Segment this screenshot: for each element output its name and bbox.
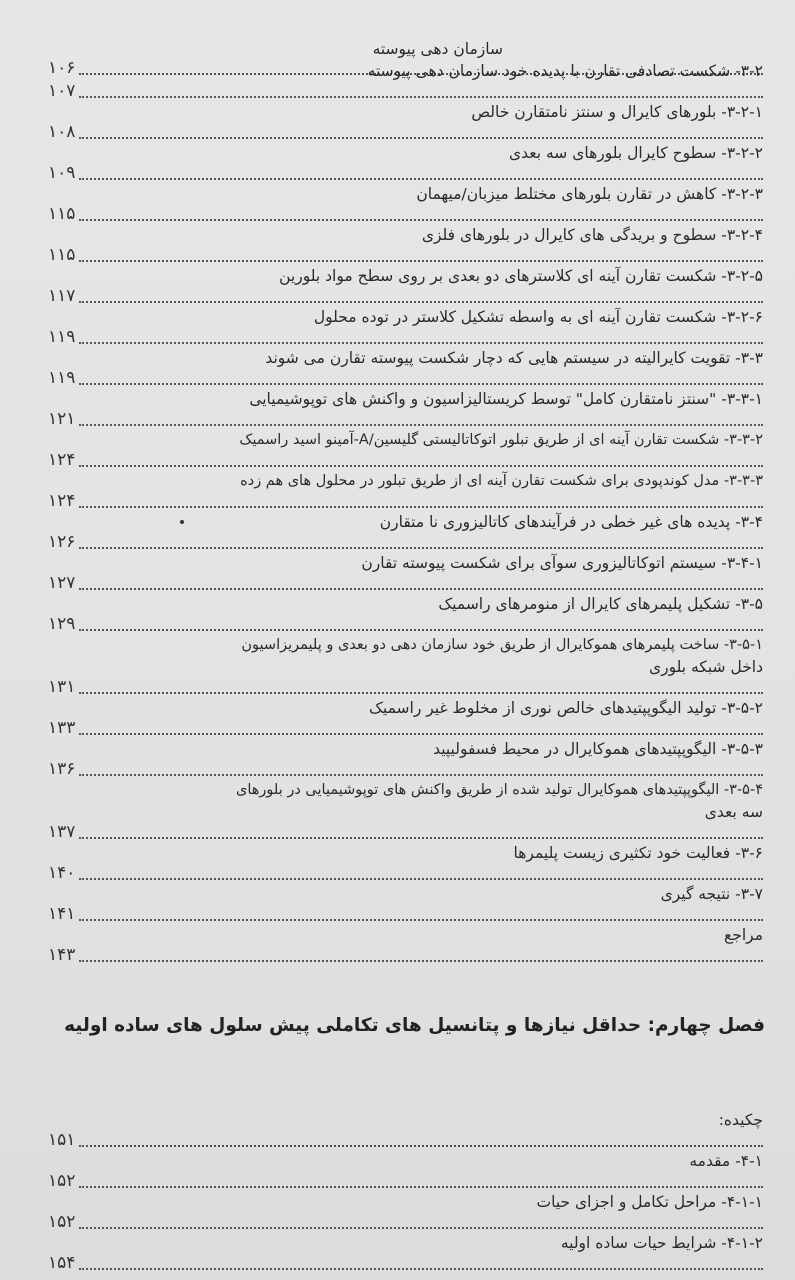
toc-entry (48, 635, 765, 698)
page-number-line (48, 245, 765, 266)
toc-chapter-4 (48, 1110, 765, 1274)
toc-entry (48, 780, 765, 843)
page-number-line (48, 204, 765, 225)
dot-leader (79, 1131, 763, 1147)
page-number-line (48, 286, 765, 307)
page-number: ۱۲۶ (48, 532, 76, 552)
page-number: ۱۰۸ (48, 122, 76, 142)
page-number: ۱۴۰ (48, 863, 76, 883)
toc-entry (48, 1192, 765, 1233)
toc-entry-title: ۳-۵-۴- الیگوپپتیدهای هموکایرال تولید شده از طریق واکنش های توپوشیمیایی در بلورهای (236, 782, 763, 798)
page-number-line (48, 677, 765, 698)
toc-chapter-3 (48, 40, 765, 966)
dot-leader (79, 1172, 763, 1188)
toc-entry (48, 1151, 765, 1192)
toc-entry-title: ۳-۵-۳- الیگوپپتیدهای هموکایرال در محیط فسفولیپید (433, 740, 763, 758)
page-number: ۱۴۱ (48, 904, 76, 924)
toc-entry-title: ۳-۳-۲- شکست تقارن آینه ای از طریق تبلور اتوکاتالیستی گلیسین/A-آمینو اسید راسمیک (239, 432, 763, 448)
toc-entry-title: مراجع (724, 926, 763, 944)
page-number-line (48, 450, 765, 471)
toc-entry (48, 430, 765, 471)
toc-entry-title: ۳-۶- فعالیت خود تکثیری زیست پلیمرها (513, 844, 763, 862)
page-number-line (48, 945, 765, 966)
toc-entry-title: ۳-۲-۳- کاهش در تقارن بلورهای مختلط میزبان/میهمان (416, 185, 763, 203)
toc-entry (48, 307, 765, 348)
dot-leader (79, 905, 763, 921)
toc-entry-title: سازمان دهی پیوسته (372, 40, 503, 58)
page-number-line (48, 368, 765, 389)
toc-entry (48, 594, 765, 635)
dot-leader (79, 123, 763, 139)
page-number-line (48, 863, 765, 884)
page-number: ۱۰۷ (48, 81, 76, 101)
page-number-line (48, 327, 765, 348)
toc-entry (48, 184, 765, 225)
dot-leader (79, 574, 763, 590)
page-number: ۱۱۵ (48, 204, 76, 224)
page-number-line (48, 1130, 765, 1151)
dot-leader (79, 82, 763, 98)
page-number-line (48, 573, 765, 594)
toc-entry-title: ۴-۱-۱- مراحل تکامل و اجزای حیات (536, 1193, 763, 1211)
toc-entry-title: ۴-۱- مقدمه (689, 1152, 763, 1170)
dot-leader (79, 760, 763, 776)
toc-entry-title: ۳-۴- پدیده های غیر خطی در فرآیندهای کاتالیزوری نا متقارن (379, 513, 763, 531)
toc-entry-title: چکیده: (718, 1111, 763, 1129)
toc-entry (48, 553, 765, 594)
dot-leader (79, 492, 763, 508)
dot-leader (79, 246, 763, 262)
page-number-line (48, 759, 765, 780)
toc-entry-title: ۳-۲-۶- شکست تقارن آینه ای به واسطه تشکیل کلاستر در توده محلول (313, 308, 763, 326)
toc-entry (48, 884, 765, 925)
page-number: ۱۱۹ (48, 327, 76, 347)
page-number: ۱۰۶ (48, 58, 76, 78)
page-number: ۱۲۱ (48, 409, 76, 429)
dot-leader (79, 287, 763, 303)
page-number-line (48, 822, 765, 843)
toc-entry-title: ۳-۵-۱- ساخت پلیمرهای هموکایرال از طریق خود سازمان دهی دو بعدی و پلیمریزاسیون (241, 637, 763, 653)
toc-entry-title: ۳-۲-۵- شکست تقارن آینه ای کلاسترهای دو بعدی بر روی سطح مواد بلورین (279, 267, 763, 285)
dot-leader (79, 533, 763, 549)
dot-leader (79, 369, 763, 385)
toc-entry-title-continued: داخل شبکه بلوری (649, 658, 763, 676)
page-number: ۱۵۲ (48, 1212, 76, 1232)
page-number: ۱۳۳ (48, 718, 76, 738)
page-number-line (48, 614, 765, 635)
toc-entry (48, 266, 765, 307)
toc-entry-title: ۳-۳-۳- مدل کوندپودی برای شکست تقارن آینه ای از طریق تبلور در محلول های هم زده (240, 473, 763, 489)
page-number: ۱۳۶ (48, 759, 76, 779)
toc-entry-title: ۴-۱-۲- شرایط حیات ساده اولیه (560, 1234, 763, 1252)
page-number: ۱۲۴ (48, 450, 76, 470)
toc-entry (48, 512, 765, 553)
page-number: ۱۱۹ (48, 368, 76, 388)
chapter-4-heading: فصل چهارم: حداقل نیازها و پتانسیل های تکاملی پیش سلول های ساده اولیه (64, 1015, 765, 1036)
dot-leader (79, 205, 763, 221)
toc-entry (48, 1110, 765, 1151)
page-number-line (48, 1171, 765, 1192)
page-number: ۱۲۴ (48, 491, 76, 511)
page-number: ۱۲۹ (48, 614, 76, 634)
page-number-line (48, 81, 765, 102)
toc-entry (48, 225, 765, 266)
toc-entry (48, 39, 505, 59)
toc-entry (48, 471, 765, 512)
toc-entry (48, 739, 765, 780)
dot-leader (79, 946, 763, 962)
page-number: ۱۱۷ (48, 286, 76, 306)
toc-entry (48, 102, 765, 143)
toc-entry (48, 925, 765, 966)
page-number-line (48, 409, 765, 430)
page-number: ۱۵۴ (48, 1253, 76, 1273)
page-number-line (48, 163, 765, 184)
page-number: ۱۴۳ (48, 945, 76, 965)
page-number-line (48, 1212, 765, 1233)
toc-entry-title-continued: سه بعدی (704, 803, 763, 821)
toc-entry-title: ۳-۵- تشکیل پلیمرهای کایرال از منومرهای راسمیک (438, 595, 763, 613)
page-number-line (48, 491, 765, 512)
dot-leader (79, 615, 763, 631)
page-number: ۱۵۱ (48, 1130, 76, 1150)
dot-leader (79, 451, 763, 467)
page-number-line (48, 904, 765, 925)
dot-leader (79, 719, 763, 735)
toc-entry-title: ۳-۳-۱- "سنتز نامتقارن کامل" توسط کریستالیزاسیون و واکنش های توپوشیمیایی (249, 390, 763, 408)
page-number: ۱۰۹ (48, 163, 76, 183)
dot-leader (79, 1254, 763, 1270)
page-number: ۱۱۵ (48, 245, 76, 265)
dot-leader (79, 410, 763, 426)
toc-entry (48, 143, 765, 184)
toc-entry-title: ۳-۷- نتیجه گیری (660, 885, 763, 903)
dot-leader (79, 328, 763, 344)
dot-leader (79, 1213, 763, 1229)
page-number-line (48, 122, 765, 143)
page-number: ۱۲۷ (48, 573, 76, 593)
toc-entry-title: ۳-۳- تقویت کایرالیته در سیستم هایی که دچار شکست پیوسته تقارن می شوند (265, 349, 763, 367)
page-number: ۱۵۲ (48, 1171, 76, 1191)
dot-leader (79, 823, 763, 839)
page-number-line (48, 532, 765, 553)
page-number: ۱۳۱ (48, 677, 76, 697)
toc-entry-title: ۳-۴-۱- سیستم اتوکاتالیزوری سوآی برای شکست پیوسته تقارن (361, 554, 763, 572)
page-number: ۱۳۷ (48, 822, 76, 842)
ink-speck (180, 520, 184, 524)
toc-entry (48, 348, 765, 389)
toc-entry (48, 1233, 765, 1274)
dot-leader (79, 164, 763, 180)
page-number-line (48, 718, 765, 739)
toc-entry (48, 843, 765, 884)
toc-entry-title: ۳-۲- شکست تصادفی تقارن با پدیده خود سازمان دهی پیوسته (367, 62, 763, 80)
page-number-line (48, 1253, 765, 1274)
toc-entry (48, 698, 765, 739)
toc-entry-title: ۳-۲-۲- سطوح کایرال بلورهای سه بعدی (509, 144, 763, 162)
toc-entry-title: ۳-۲-۱- بلورهای کایرال و سنتز نامتقارن خالص (471, 103, 763, 121)
dot-leader (79, 864, 763, 880)
toc-entry-title: ۳-۲-۴- سطوح و بریدگی های کایرال در بلورهای فلزی (421, 226, 763, 244)
dot-leader (79, 678, 763, 694)
toc-entry-title: ۳-۵-۲- تولید الیگوپپتیدهای خالص نوری از مخلوط غیر راسمیک (369, 699, 763, 717)
toc-entry (48, 389, 765, 430)
